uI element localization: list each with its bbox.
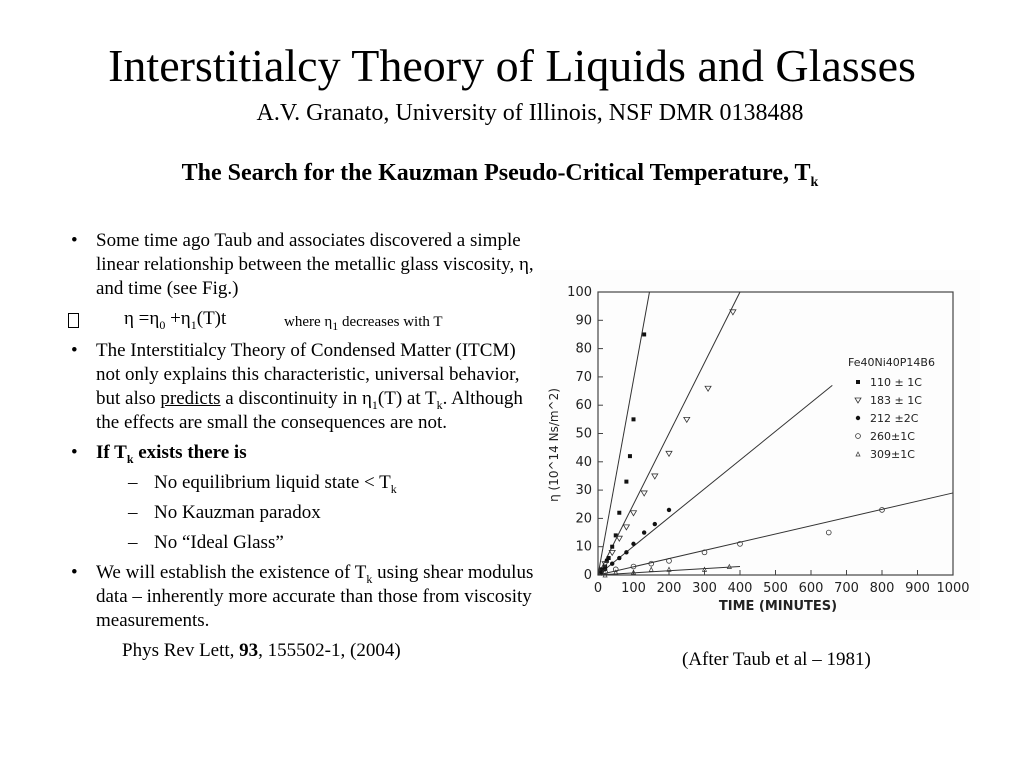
equation — [124, 307, 226, 331]
x-tick-label: 800 — [869, 581, 895, 596]
bullet-3 — [66, 441, 536, 465]
equation-pre: η =η — [124, 308, 160, 329]
y-tick-label: 20 — [575, 511, 592, 527]
data-point — [667, 508, 671, 512]
y-tick-label: 90 — [575, 313, 592, 329]
data-point — [631, 542, 635, 546]
figure-caption: (After Taub et al – 1981) — [682, 649, 871, 670]
x-tick-label: 900 — [905, 581, 930, 596]
data-point — [624, 550, 628, 554]
x-tick-label: 700 — [834, 581, 859, 596]
dash-icon: – — [128, 532, 138, 553]
bullet-dot-icon: • — [71, 562, 78, 583]
sub-item-2 — [66, 501, 536, 525]
bullet-2-mid: a discontinuity in η — [220, 388, 372, 409]
x-tick-label: 400 — [727, 581, 753, 596]
legend-entry: 260±1C — [870, 430, 915, 443]
missing-glyph-icon — [68, 313, 79, 328]
dash-icon: – — [128, 472, 138, 493]
equation-note-post: decreases with T — [338, 314, 443, 330]
y-tick-label: 10 — [575, 539, 592, 555]
slide-subtitle: A.V. Granato, University of Illinois, NSF DMR 0138488 — [256, 100, 804, 126]
y-tick-label: 40 — [575, 454, 592, 470]
bullet-4-pre: We will establish the existence of T — [96, 562, 367, 583]
reference-post: , 155502-1, (2004) — [258, 640, 401, 661]
sub-item-1 — [66, 471, 536, 495]
section-title — [0, 158, 1000, 188]
equation-post: (T)t — [196, 308, 227, 329]
bullet-1 — [66, 229, 536, 301]
sub-item-2-text: No Kauzman paradox — [154, 502, 321, 523]
y-tick-label: 50 — [575, 426, 592, 442]
legend-title: Fe40Ni40P14B6 — [848, 356, 935, 369]
x-tick-label: 100 — [621, 581, 646, 596]
x-tick-label: 1000 — [936, 581, 970, 596]
bullet-2-mid2: (T) at T — [377, 388, 437, 409]
reference-volume: 93 — [239, 640, 259, 661]
data-point — [624, 480, 628, 484]
bullet-list — [66, 229, 536, 663]
data-point — [617, 511, 621, 515]
data-point — [653, 522, 657, 526]
bullet-3-pre: If T — [96, 442, 127, 463]
x-tick-label: 0 — [593, 581, 603, 596]
viscosity-figure — [540, 270, 980, 620]
y-axis-label: η (10^14 Ns/m^2) — [547, 388, 561, 502]
equation-sub1: 1 — [190, 317, 197, 332]
x-tick-label: 300 — [692, 581, 717, 596]
data-point — [856, 380, 860, 384]
bullet-2-pre: The Interstitialcy Theory of Condensed Matter (ITCM) not only explains this characteristic, universal behavior, but also — [96, 340, 520, 409]
y-tick-label: 60 — [575, 398, 592, 414]
y-tick-label: 100 — [567, 285, 592, 300]
data-point — [642, 332, 646, 336]
legend-entry: 183 ± 1C — [870, 394, 922, 407]
sub-item-1-sub: k — [390, 481, 397, 496]
y-tick-label: 70 — [575, 369, 592, 385]
y-tick-label: 30 — [575, 483, 592, 499]
data-point — [628, 454, 632, 458]
x-tick-label: 600 — [798, 581, 824, 596]
equation-sub0: 0 — [159, 317, 166, 332]
bullet-2-post: . Although the effects are small the consequences are not. — [96, 388, 523, 433]
sub-item-1-pre: No equilibrium liquid state < T — [154, 472, 391, 493]
section-title-text: The Search for the Kauzman Pseudo-Critical Temperature, T — [181, 160, 811, 186]
data-point — [856, 416, 860, 420]
legend-entry: 110 ± 1C — [870, 376, 922, 389]
equation-note-pre: where η — [284, 314, 333, 330]
data-point — [632, 417, 636, 421]
y-tick-label: 80 — [575, 341, 592, 357]
data-point — [610, 561, 614, 565]
sub-item-3 — [66, 531, 536, 555]
slide-title: Interstitialcy Theory of Liquids and Glasses — [108, 40, 916, 91]
bullet-2-sub1: 1 — [371, 397, 378, 412]
bullet-4-post: using shear modulus data – inherently more accurate than those from viscosity measurements. — [96, 562, 534, 631]
bullet-dot-icon: • — [71, 230, 78, 251]
bullet-3-sub: k — [126, 451, 134, 466]
x-tick-label: 500 — [763, 581, 788, 596]
equation-note-sub: 1 — [332, 319, 339, 333]
bullet-4 — [66, 561, 536, 633]
legend-entry: 212 ±2C — [870, 412, 919, 425]
section-title-sub: k — [810, 174, 819, 190]
x-axis-label: TIME (MINUTES) — [718, 599, 838, 614]
predicts-link: predicts — [160, 388, 221, 409]
bullet-dot-icon: • — [71, 340, 78, 361]
equation-row — [66, 307, 536, 335]
sub-item-3-text: No “Ideal Glass” — [154, 532, 284, 553]
data-point — [614, 533, 618, 537]
bullet-4-sub: k — [366, 571, 373, 586]
equation-note — [284, 310, 443, 334]
bullet-1-text: Some time ago Taub and associates discovered a simple linear relationship between the metallic glass viscosity, η, and time (see Fig.) — [96, 230, 534, 299]
reference — [66, 639, 536, 663]
data-point — [642, 530, 646, 534]
bullet-dot-icon: • — [71, 442, 78, 463]
data-point — [607, 556, 611, 560]
equation-mid: +η — [165, 308, 191, 329]
data-point — [617, 556, 621, 560]
x-tick-label: 200 — [656, 581, 682, 596]
bullet-3-post: exists there is — [133, 442, 247, 463]
bullet-2-subk: k — [436, 397, 443, 412]
data-point — [610, 545, 614, 549]
dash-icon: – — [128, 502, 138, 523]
y-tick-label: 0 — [583, 568, 592, 583]
reference-pre: Phys Rev Lett, — [122, 640, 240, 661]
legend-entry: 309±1C — [870, 448, 915, 461]
bullet-2 — [66, 339, 536, 435]
